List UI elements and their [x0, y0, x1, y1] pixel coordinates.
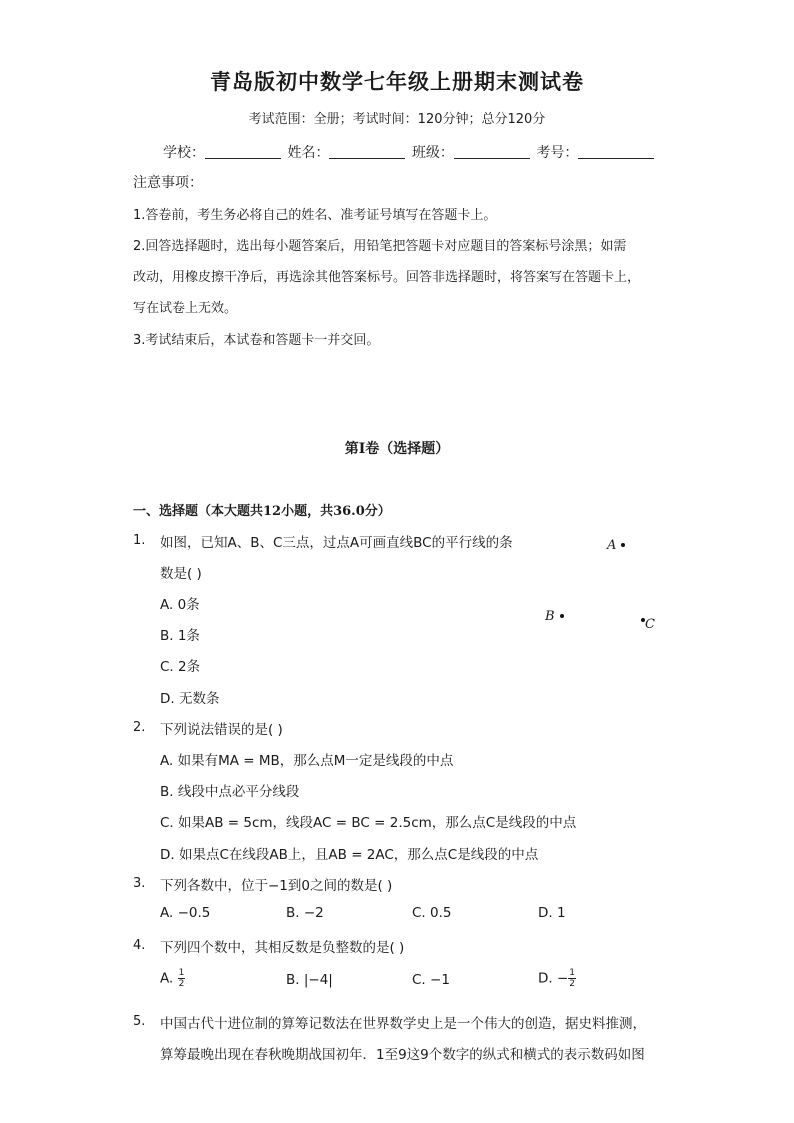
q1-number: 1. — [133, 533, 146, 548]
q2-option-c: C. 如果AB = 5cm，线段AC = BC = 2.5cm，那么点C是线段的中点 — [160, 815, 577, 831]
name-blank — [329, 144, 405, 159]
q4-option-a-fraction — [178, 968, 186, 989]
q5-number: 5. — [133, 1014, 146, 1029]
exam-subtitle: 考试范围：全册；考试时间：120分钟；总分120分 — [248, 112, 546, 127]
q2-number: 2. — [133, 720, 146, 735]
note-item: 写在试卷上无效。 — [133, 301, 238, 316]
note-item: 改动，用橡皮擦干净后，再选涂其他答案标号。回答非选择题时，将答案写在答题卡上， — [133, 270, 641, 285]
q1-point-c — [641, 613, 655, 632]
part-title: 一、选择题（本大题共12小题，共36.0分） — [133, 504, 391, 519]
student-info-fields — [163, 142, 656, 162]
point-a-label: A — [607, 538, 617, 553]
q4-option-b: B. |−4| — [286, 972, 333, 988]
exam-number-blank — [578, 144, 654, 159]
exam-number-label: 考号： — [536, 145, 579, 161]
q3-number: 3. — [133, 876, 146, 891]
note-item: 3.考试结束后，本试卷和答题卡一并交回。 — [133, 333, 380, 348]
q4-option-a-numerator: 1 — [178, 968, 185, 978]
school-label: 学校： — [163, 145, 205, 161]
q4-option-d-denominator: 2 — [569, 979, 576, 989]
q5-stem: 中国古代十进位制的算筹记数法在世界数学史上是一个伟大的创造，据史料推测， — [160, 1016, 646, 1032]
q2-stem: 下列说法错误的是( ) — [160, 722, 283, 738]
note-item: 1.答卷前，考生务必将自己的姓名、准考证号填写在答题卡上。 — [133, 208, 497, 223]
point-b-dot — [560, 614, 564, 618]
q3-stem: 下列各数中，位于−1到0之间的数是( ) — [160, 878, 393, 894]
q1-option-d: D. 无数条 — [160, 691, 220, 707]
section-title: 第Ⅰ卷（选择题） — [344, 441, 450, 457]
q4-option-d-numerator: 1 — [569, 968, 576, 978]
q2-option-d: D. 如果点C在线段AB上，且AB = 2AC，那么点C是线段的中点 — [160, 847, 539, 863]
q3-option-c: C. 0.5 — [412, 905, 452, 921]
q1-option-b: B. 1条 — [160, 628, 200, 644]
q1-stem-cont: 数是( ) — [160, 566, 202, 582]
q3-option-a: A. −0.5 — [160, 905, 211, 921]
notes-title: 注意事项： — [133, 175, 203, 191]
school-blank — [205, 144, 281, 159]
q2-option-a: A. 如果有MA = MB，那么点M一定是线段的中点 — [160, 753, 454, 769]
exam-title: 青岛版初中数学七年级上册期末测试卷 — [210, 69, 584, 94]
q4-number: 4. — [133, 938, 146, 953]
q1-option-a: A. 0条 — [160, 597, 200, 613]
q4-option-d-label: D. − — [538, 970, 569, 987]
point-c-label: C — [645, 617, 655, 632]
q5-stem-cont: 算筹最晚出现在春秋晚期战国初年．1至9这9个数字的纵式和横式的表示数码如图 — [160, 1047, 645, 1063]
q1-point-a — [607, 534, 625, 553]
point-a-dot — [621, 543, 625, 547]
q4-stem: 下列四个数中，其相反数是负整数的是( ) — [160, 940, 405, 956]
class-label: 班级： — [411, 145, 454, 161]
note-item: 2.回答选择题时，选出每小题答案后，用铅笔把答题卡对应题目的答案标号涂黑；如需 — [133, 239, 627, 254]
q2-option-b: B. 线段中点必平分线段 — [160, 784, 300, 800]
q4-option-a-label: A. — [160, 970, 174, 987]
point-b-label: B — [545, 609, 555, 624]
q1-option-c: C. 2条 — [160, 659, 201, 675]
q4-option-a-denominator: 2 — [178, 979, 185, 989]
class-blank — [454, 144, 530, 159]
q3-option-d: D. 1 — [538, 905, 566, 921]
q3-option-b: B. −2 — [286, 905, 324, 921]
q4-option-d — [538, 968, 576, 989]
q1-point-b — [545, 605, 564, 624]
q4-option-c: C. −1 — [412, 972, 450, 988]
q1-stem: 如图，已知A、B、C三点，过点A可画直线BC的平行线的条 — [160, 535, 513, 551]
q4-option-a — [160, 968, 185, 989]
name-label: 姓名： — [287, 145, 330, 161]
q4-option-d-fraction — [568, 968, 576, 989]
